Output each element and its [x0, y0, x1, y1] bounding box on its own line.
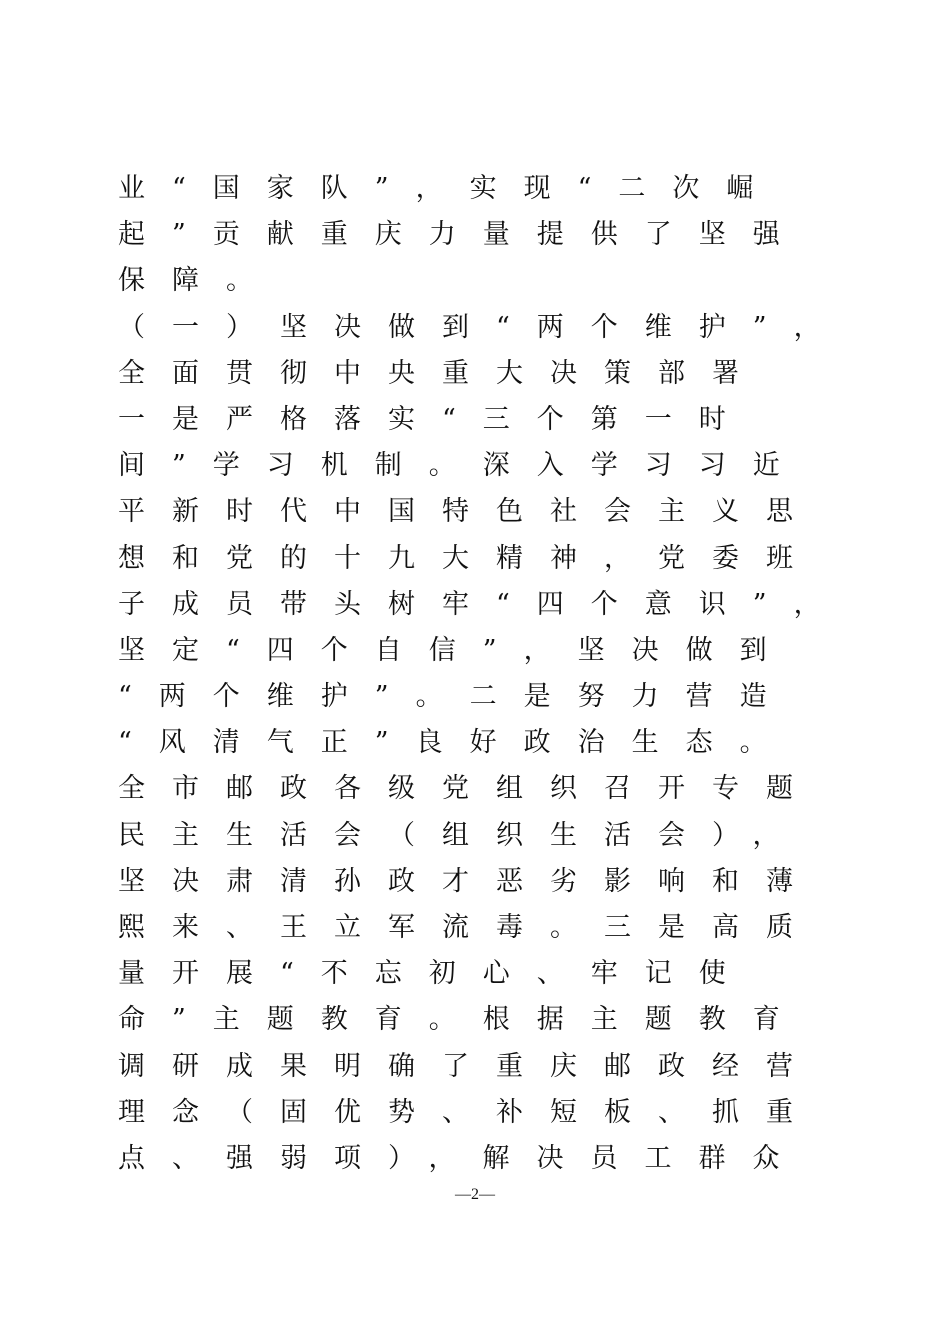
text-line: 业“国家队”，实现“二次崛	[118, 173, 781, 204]
text-line: 平新时代中国特色社会主义思	[118, 496, 820, 528]
text-line: 熙来、王立军流毒。三是高质	[118, 912, 820, 943]
text-line: 点、强弱项），解决员工群众	[118, 1142, 807, 1174]
page-number: —2—	[455, 1186, 495, 1203]
text-line: 坚定“四个自信”，坚决做到	[118, 634, 794, 666]
body-text	[118, 166, 848, 1182]
text-line: 调研成果明确了重庆邮政经营	[118, 1050, 820, 1082]
text-line: 理念（固优势、补短板、抓重	[118, 1096, 820, 1128]
section-heading: （一）坚决做到“两个维护”，	[118, 311, 848, 343]
text-line: 全市邮政各级党组织召开专题	[118, 773, 820, 805]
text-line: 民主生活会（组织生活会），	[118, 819, 807, 851]
text-line: 保障。	[118, 265, 280, 297]
section-heading: 全面贯彻中央重大决策部署	[118, 357, 766, 389]
text-line: “两个维护”。二是努力营造	[118, 681, 794, 713]
text-line: 间”学习机制。深入学习习近	[118, 450, 807, 482]
text-line: 量开展“不忘初心、牢记使	[118, 958, 753, 990]
text-line: 起”贡献重庆力量提供了坚强	[118, 219, 807, 251]
text-line: 子成员带头树牢“四个意识”，	[118, 588, 848, 620]
text-line: 坚决肃清孙政才恶劣影响和薄	[118, 865, 820, 897]
text-line: 想和党的十九大精神，党委班	[118, 542, 820, 574]
text-line: 命”主题教育。根据主题教育	[118, 1004, 807, 1036]
text-line: “风清气正”良好政治生态。	[118, 727, 794, 759]
text-line: 一是严格落实“三个第一时	[118, 403, 753, 435]
